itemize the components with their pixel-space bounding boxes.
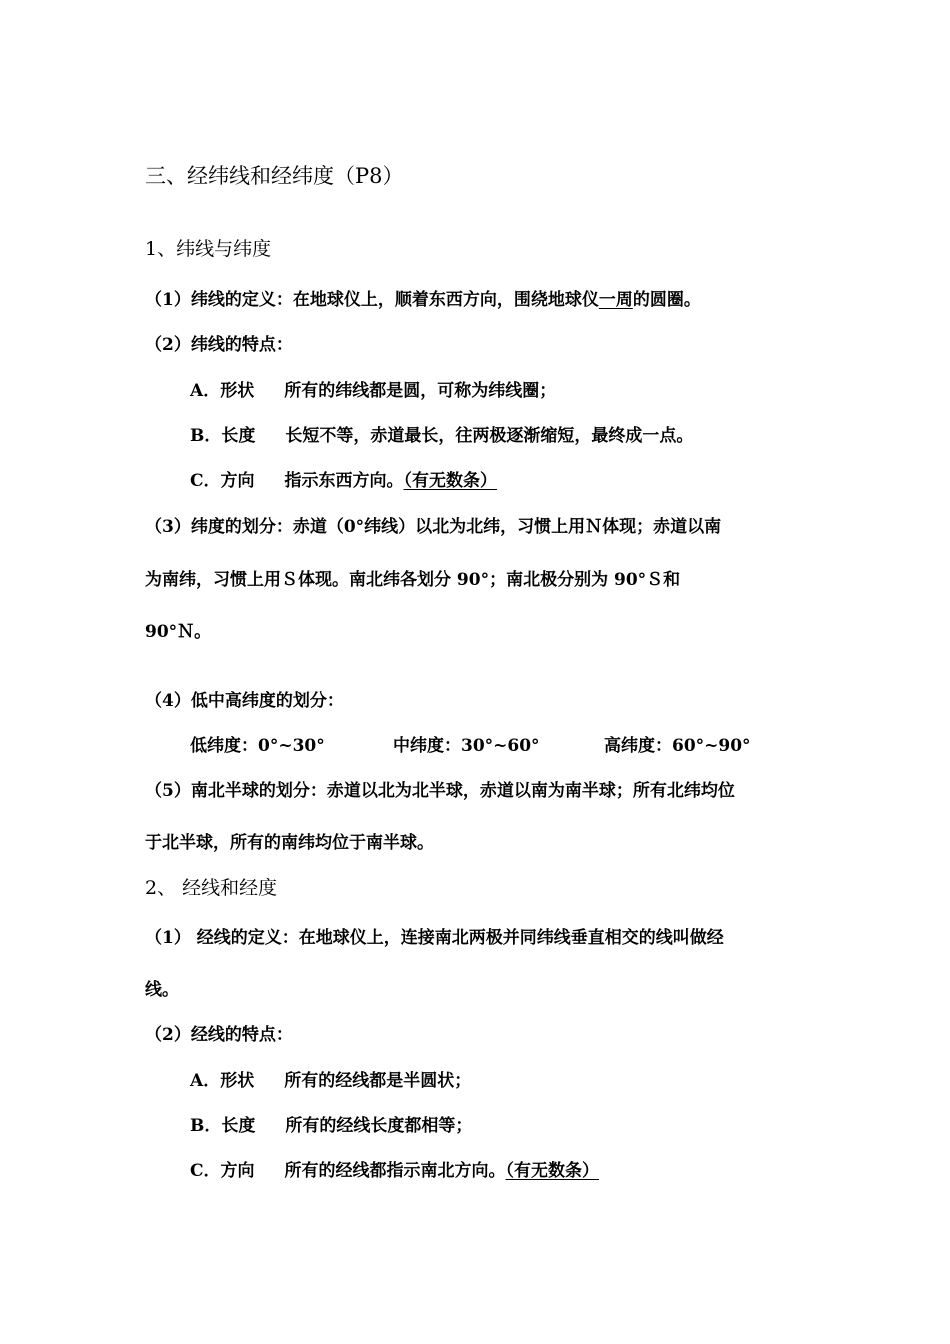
part1-heading: 1、纬线与纬度 [145,238,272,260]
feature-text: 指示东西方向。 [284,471,404,491]
feature-label: C．方向 [190,471,255,491]
latitude-line-definition [145,290,701,310]
section-title: 三、经纬线和经纬度（P8） [145,164,404,188]
latitude-def-underlined: 一周 [598,290,633,310]
part2-heading: 2、 经线和经度 [145,877,278,899]
hemisphere-division-line-1: （5）南北半球的划分：赤道以北为北半球，赤道以南为南半球；所有北纬均位 [145,781,735,801]
longitude-feature-direction [190,1161,599,1181]
feature-text: 所有的经线都是半圆状； [284,1071,472,1091]
latitude-zones-title: （4）低中高纬度的划分： [145,691,344,711]
feature-text: 长短不等，赤道最长，往两极逐渐缩短，最终成一点。 [285,426,694,446]
latitude-def-text-a: （1）纬线的定义：在地球仪上，顺着东西方向，围绕地球仪 [145,290,599,310]
feature-label: A．形状 [190,1071,255,1091]
latitude-feature-direction [190,471,497,491]
feature-label: C．方向 [190,1161,255,1181]
low-latitude: 低纬度：0°~30° [190,736,325,756]
latitude-features-title: （2）纬线的特点： [145,335,293,355]
countless-note: （有无数条） [403,471,498,491]
feature-label: A．形状 [190,381,255,401]
longitude-features-title: （2）经线的特点： [145,1025,293,1045]
longitude-definition-line-2: 线。 [145,980,179,1000]
feature-label: B．长度 [190,426,256,446]
longitude-definition-line-1: （1） 经线的定义：在地球仪上，连接南北两极并同纬线垂直相交的线叫做经 [145,928,724,948]
high-latitude: 高纬度：60°~90° [604,736,751,756]
hemisphere-division-line-2: 于北半球，所有的南纬均位于南半球。 [145,833,434,853]
latitude-def-text-b: 的圆圈。 [632,290,701,310]
feature-text: 所有的经线长度都相等； [285,1116,473,1136]
latitude-division-line-2: 为南纬，习惯上用Ｓ体现。南北纬各划分 90°；南北极分别为 90°Ｓ和 [145,570,681,590]
longitude-feature-shape [190,1071,471,1091]
latitude-division-line-1: （3）纬度的划分：赤道（0°纬线）以北为北纬，习惯上用Ｎ体现；赤道以南 [145,517,722,537]
countless-note: （有无数条） [505,1161,600,1181]
longitude-feature-length [190,1116,472,1136]
feature-text: 所有的经线都指示南北方向。 [284,1161,506,1181]
feature-text: 所有的纬线都是圆，可称为纬线圈； [284,381,557,401]
latitude-feature-length [190,426,693,446]
feature-label: B．长度 [190,1116,256,1136]
mid-latitude: 中纬度：30°~60° [393,736,540,756]
latitude-feature-shape [190,381,556,401]
latitude-division-line-3: 90°Ｎ。 [145,622,212,642]
